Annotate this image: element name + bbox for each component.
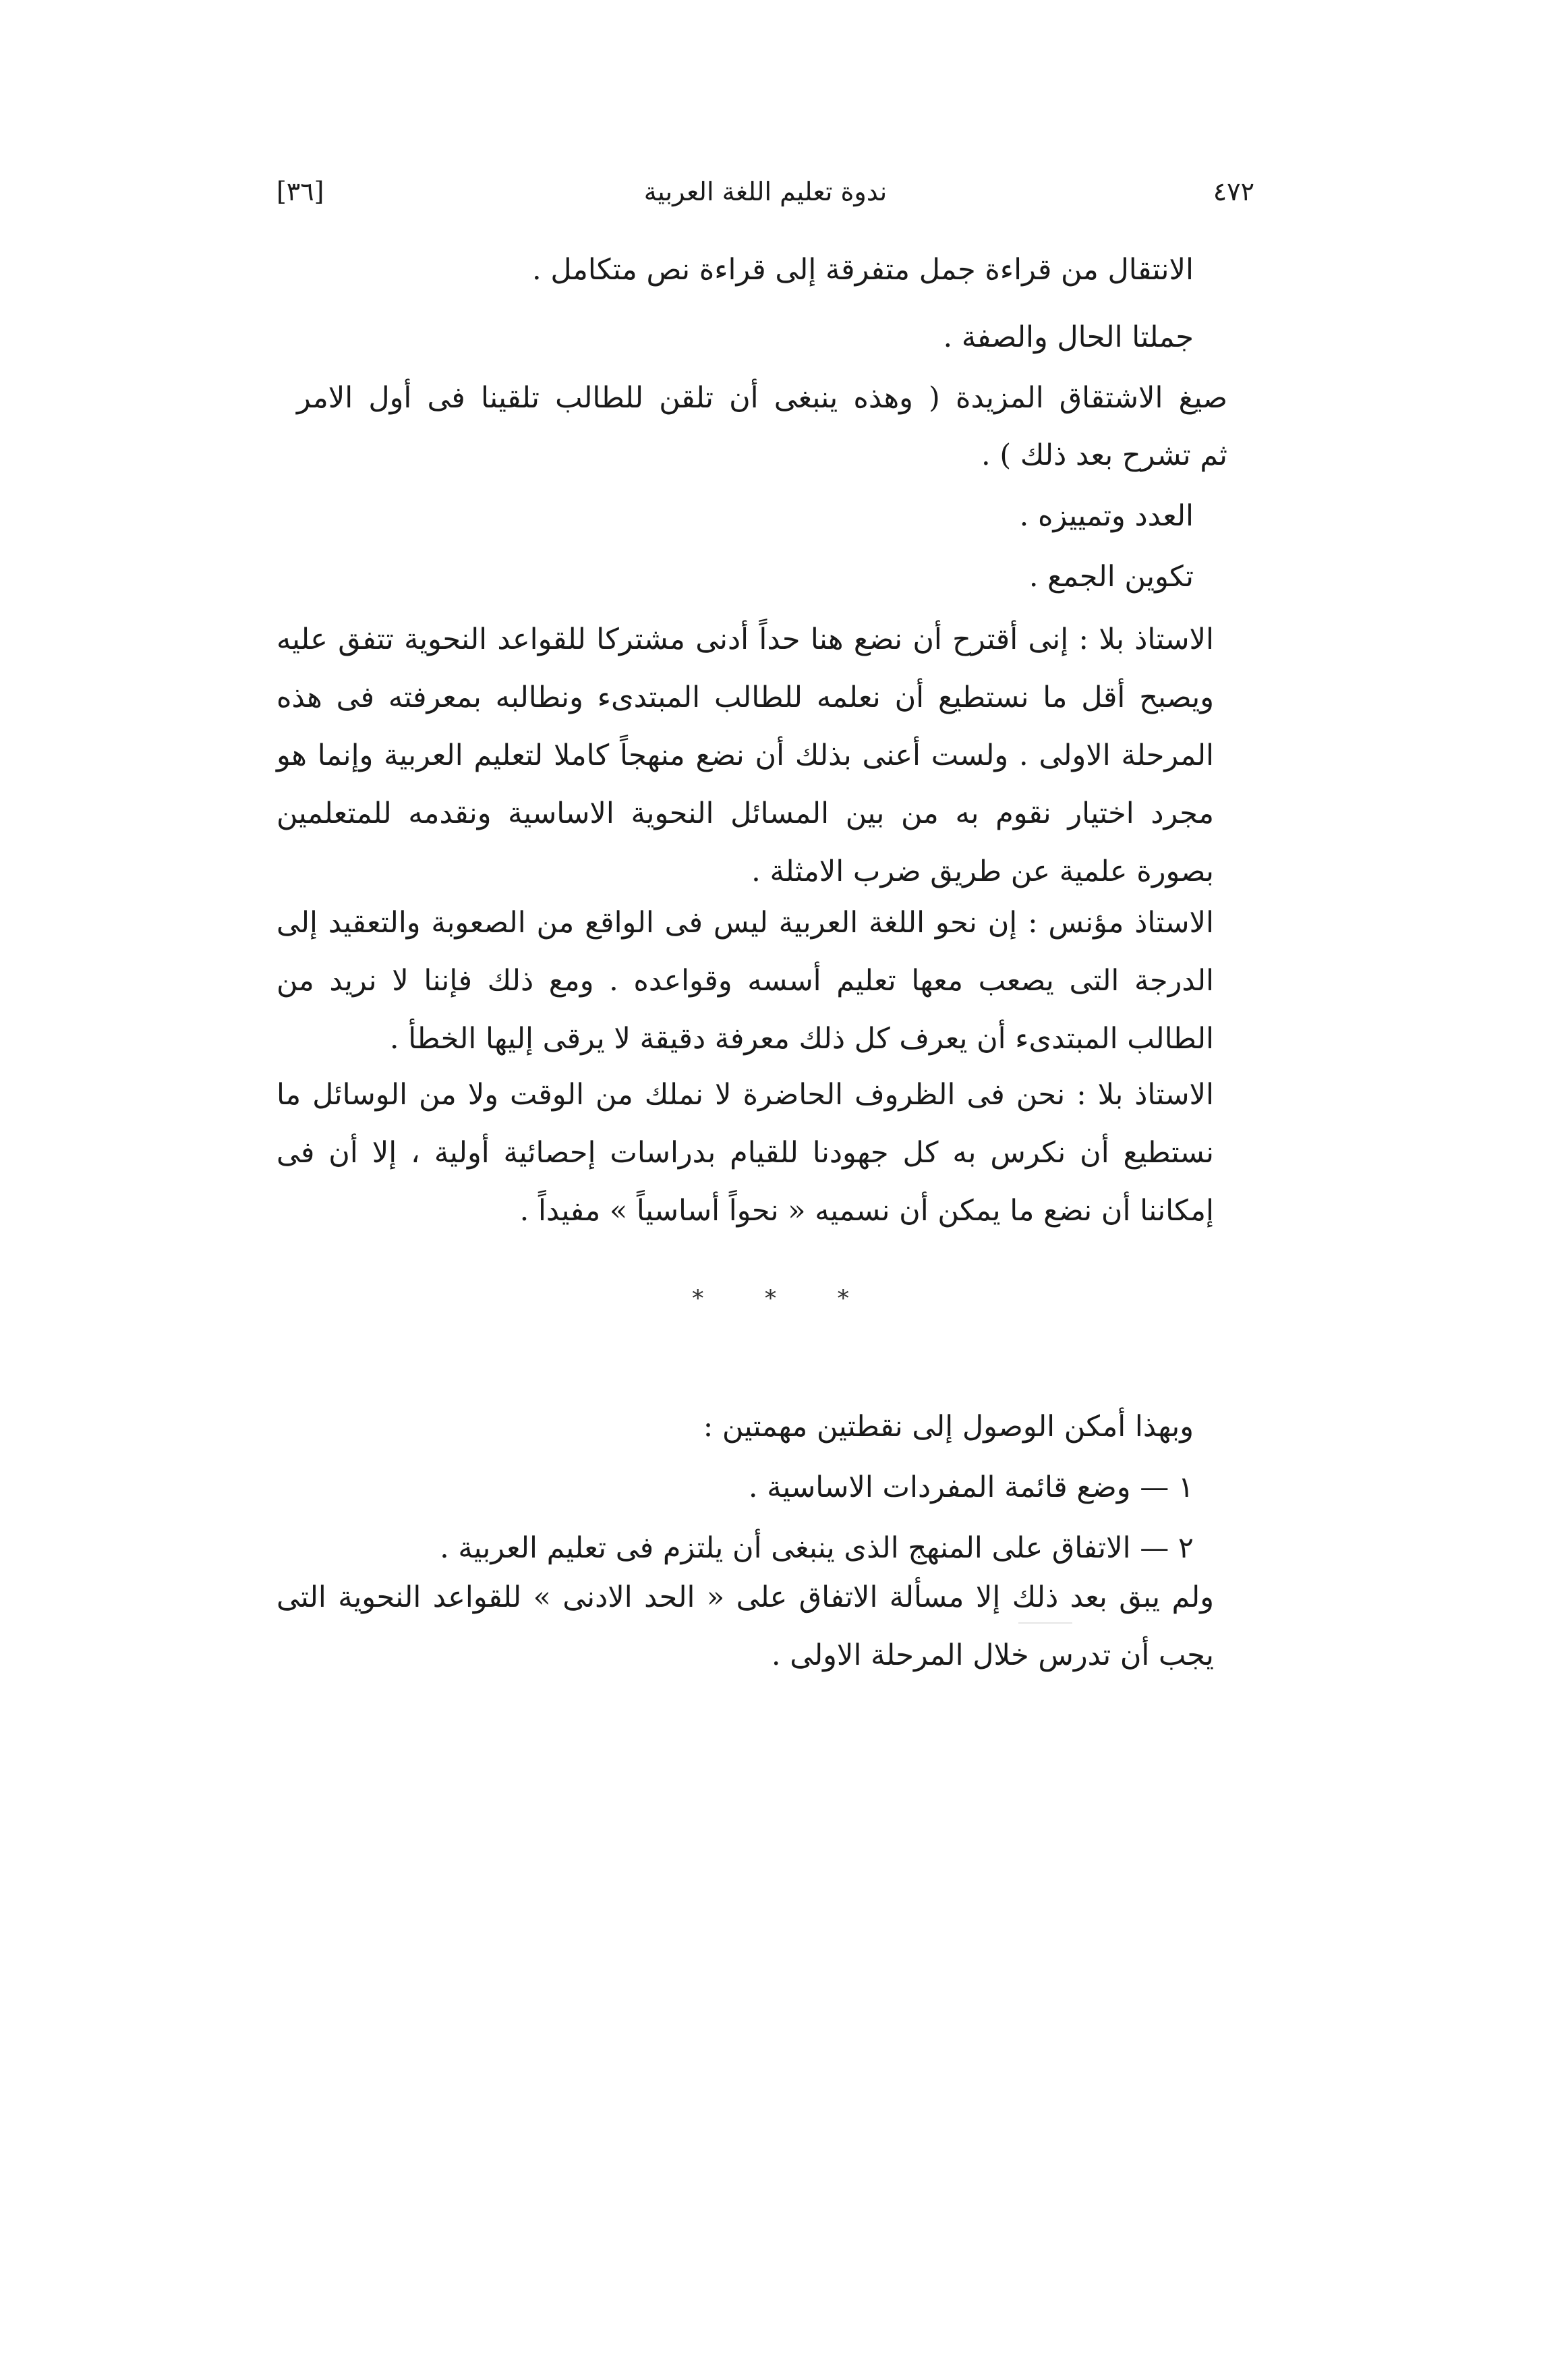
section-separator: * * * [692,1285,876,1312]
paragraph-bala-1: الاستاذ بلا : إنى أقترح أن نضع هنا حداً أدنى مشتركا للقواعد النحوية تتفق عليه ويصبح أقل ما نستطيع أن نعلمه للطالب المبتدىء ونطالبه بمعرفته فى هذه المرحلة الاولى . ولست أعنى بذلك أن نضع منهجاً كاملا لتعليم العربية وإنما هو مجرد اختيار نقوم به من بين المسائل النحوية الاساسية ونقدمه للمتعلمين بصورة علمية عن طريق ضرب الامثلة . [277,623,1214,888]
conclusion-intro: وبهذا أمكن الوصول إلى نقطتين مهمتين : [703,1410,1194,1444]
list-item: جملتا الحال والصفة . [943,320,1194,354]
page-number: ٤٧٢ [1213,177,1254,206]
paragraph-bala-2: الاستاذ بلا : نحن فى الظروف الحاضرة لا نملك من الوقت ولا من الوسائل ما نستطيع أن نكرس به كل جهودنا للقيام بدراسات إحصائية أولية ، إلا أن فى إمكاننا أن نضع ما يمكن أن نسميه « نحواً أساسياً » مفيداً . [277,1078,1214,1228]
conclusion-point-1: ١ — وضع قائمة المفردات الاساسية . [748,1471,1194,1504]
list-item: صيغ الاشتقاق المزيدة ( وهذه ينبغى أن تلقن للطالب تلقينا فى أول الامر [297,381,1227,415]
list-item: العدد وتمييزه . [1019,499,1194,533]
running-title: ندوة تعليم اللغة العربية [643,177,888,206]
paragraph-mounes: الاستاذ مؤنس : إن نحو اللغة العربية ليس فى الواقع من الصعوبة والتعقيد إلى الدرجة التى يصعب معها تعليم أسسه وقواعده . ومع ذلك فإننا لا نريد من الطالب المبتدىء أن يعرف كل ذلك معرفة دقيقة لا يرقى إليها الخطأ . [277,906,1214,1056]
list-item: تكوين الجمع . [1028,560,1194,594]
scan-mark [1018,1622,1072,1624]
conclusion-point-2: ٢ — الاتفاق على المنهج الذى ينبغى أن يلتزم فى تعليم العربية . [440,1531,1194,1565]
list-item: ثم تشرح بعد ذلك ) . [981,438,1227,472]
section-marker: [٣٦] [277,177,324,206]
list-item: الانتقال من قراءة جمل متفرقة إلى قراءة نص متكامل . [531,253,1194,287]
conclusion-closing: ولم يبق بعد ذلك إلا مسألة الاتفاق على « الحد الادنى » للقواعد النحوية التى يجب أن تدرس خلال المرحلة الاولى . [277,1580,1214,1672]
page-header [277,177,1254,217]
